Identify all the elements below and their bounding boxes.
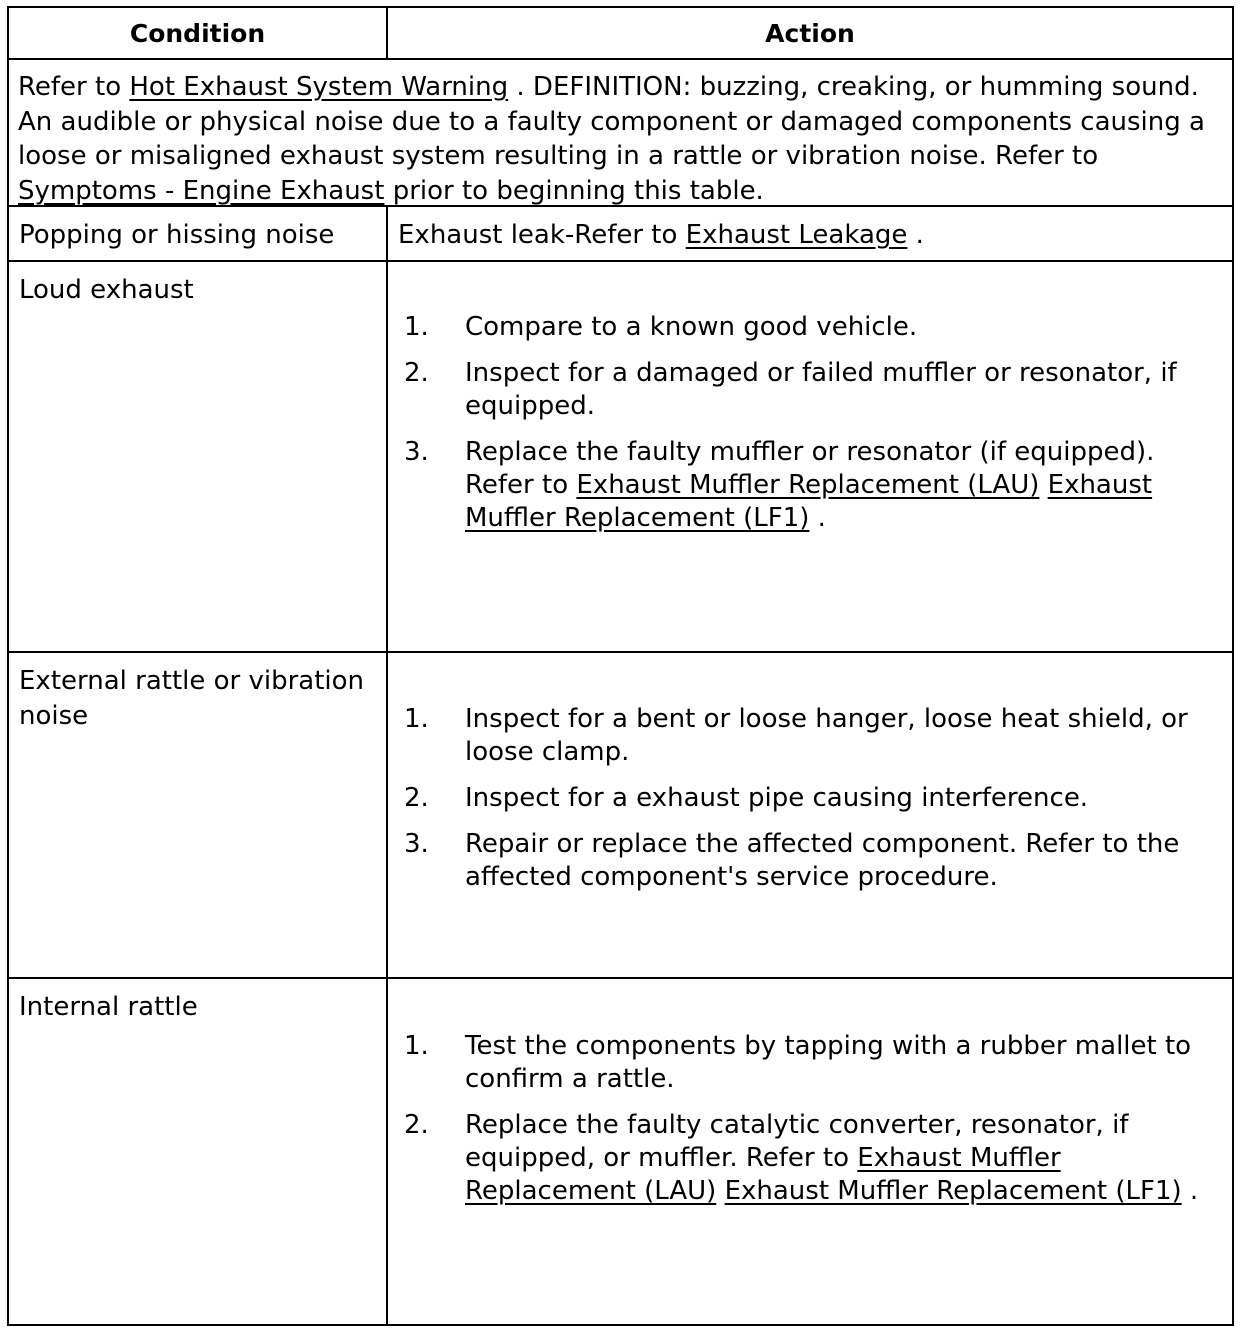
link-muffler-replacement-lau[interactable]: Exhaust Muffler Replacement (LAU) (465, 1143, 1061, 1206)
step-number: 2. (404, 1110, 429, 1140)
step-text: Replace the faulty catalytic converter, resonator, if equipped, or muffler. Refer to (465, 1110, 1129, 1173)
steps-list (388, 653, 1232, 894)
intro-mid: . DEFINITION: buzzing, creaking, or humming sound. An audible or physical noise due to a faulty component or damaged components causing a loose or misaligned exhaust system resulting in a rattle or vibration noise. Refer to (18, 72, 1205, 171)
step-text: Inspect for a damaged or failed muffler or resonator, if equipped. (465, 358, 1177, 421)
condition-cell (8, 978, 387, 1325)
table-row (8, 261, 1233, 652)
action-cell (387, 261, 1233, 652)
condition-text: Popping or hissing noise (19, 220, 335, 250)
action-post: . (907, 220, 924, 250)
step-text: Compare to a known good vehicle. (465, 312, 918, 342)
condition-text: External rattle or vibration noise (19, 666, 365, 731)
list-item (388, 1030, 1225, 1096)
header-action: Action (387, 7, 1233, 59)
action-cell (387, 652, 1233, 978)
intro-row (8, 59, 1233, 206)
table-row (8, 652, 1233, 978)
step-number: 1. (404, 312, 429, 342)
diagnostic-table (7, 6, 1234, 1326)
step-number: 3. (404, 437, 429, 467)
intro-post: prior to beginning this table. (384, 175, 764, 206)
steps-list (388, 262, 1232, 535)
list-item (388, 311, 1225, 344)
step-number: 2. (404, 783, 429, 813)
step-number: 3. (404, 829, 429, 859)
step-number: 1. (404, 1031, 429, 1061)
step-text: Replace the faulty muffler or resonator (if equipped). Refer to (465, 437, 1155, 500)
link-muffler-replacement-lf1[interactable]: Exhaust Muffler Replacement (LF1) (465, 470, 1153, 533)
link-muffler-replacement-lau[interactable]: Exhaust Muffler Replacement (LAU) (576, 470, 1040, 500)
list-item (388, 782, 1225, 815)
list-item (388, 703, 1225, 769)
step-text-end: . (809, 503, 826, 533)
condition-text: Internal rattle (19, 992, 198, 1022)
step-number: 1. (404, 704, 429, 734)
list-item (388, 828, 1225, 894)
condition-cell (8, 261, 387, 652)
step-text: Inspect for a exhaust pipe causing interference. (465, 783, 1089, 813)
condition-cell (8, 206, 387, 261)
steps-list (388, 979, 1232, 1208)
list-item (388, 1109, 1225, 1208)
intro-cell (8, 59, 1233, 206)
list-item (388, 436, 1225, 535)
step-number: 2. (404, 358, 429, 388)
link-exhaust-leakage[interactable]: Exhaust Leakage (685, 220, 908, 250)
step-text: Repair or replace the affected component. Refer to the affected component's service procedure. (465, 829, 1180, 892)
header-row (8, 7, 1233, 59)
intro-pre: Refer to (18, 72, 130, 102)
header-condition: Condition (8, 7, 387, 59)
intro-text (9, 60, 1232, 205)
step-text: Test the components by tapping with a rubber mallet to confirm a rattle. (465, 1031, 1192, 1094)
action-pre: Exhaust leak-Refer to (398, 220, 686, 250)
action-cell (387, 978, 1233, 1325)
table-row (8, 978, 1233, 1325)
action-cell (387, 206, 1233, 261)
link-hot-exhaust-warning[interactable]: Hot Exhaust System Warning (129, 72, 509, 102)
step-text-end: . (1181, 1176, 1199, 1206)
condition-text: Loud exhaust (19, 275, 194, 305)
condition-cell (8, 652, 387, 978)
table-row (8, 206, 1233, 261)
action-text (388, 207, 1232, 253)
list-item (388, 357, 1225, 423)
link-muffler-replacement-lf1[interactable]: Exhaust Muffler Replacement (LF1) (724, 1176, 1182, 1206)
link-symptoms-engine-exhaust[interactable]: Symptoms - Engine Exhaust (18, 175, 385, 206)
step-text: Inspect for a bent or loose hanger, loose heat shield, or loose clamp. (465, 704, 1188, 767)
